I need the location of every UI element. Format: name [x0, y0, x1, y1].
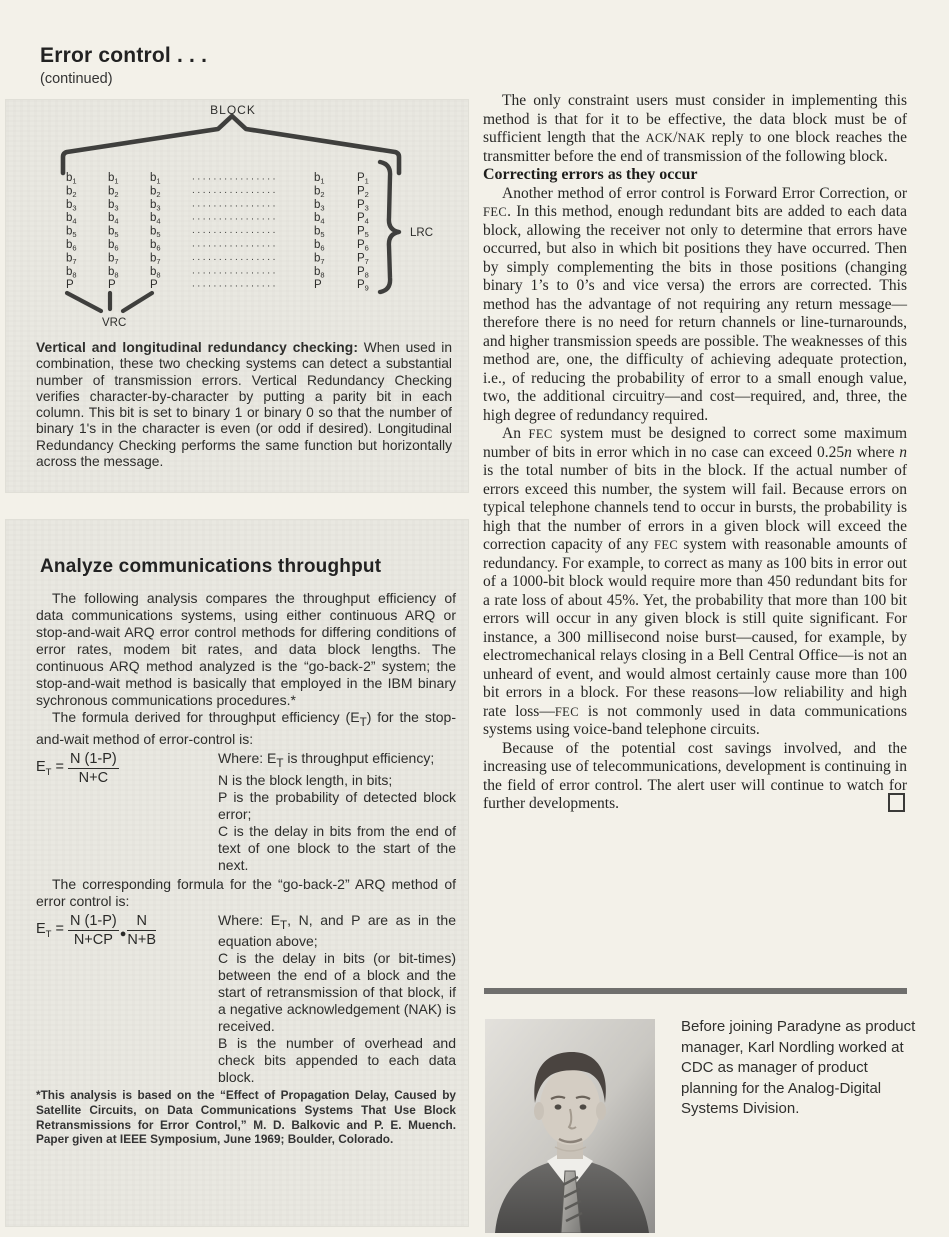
fraction-numerator: N (1-P) [70, 912, 117, 929]
diagram-dots-row: ................ [192, 171, 279, 183]
page-title: Error control . . . [40, 44, 208, 67]
diagram-dots-row: ................ [192, 251, 279, 263]
throughput-panel [6, 520, 468, 1226]
diagram-cell: $b_3$ [150, 198, 161, 213]
diagram-cell: $b_1$ [66, 172, 77, 186]
diagram-cell: P [150, 279, 158, 292]
diagram-cell: $P_4$ [357, 212, 369, 226]
bio-caption: Before joining Paradyne as product manager, Karl Nordling worked at CDC as manager of product planning for the Analog-Digital Systems Division. [681, 1018, 916, 1117]
go-back-2-equation [36, 912, 218, 948]
equation-equals: = [55, 920, 64, 937]
diagram-cell: $b_8$ [150, 265, 161, 280]
diagram-cell: $b_7$ [314, 252, 325, 266]
footnote: *This analysis is based on the “Effect of Propagation Delay, Caused by Satellite Circuits, on Data Communications Systems That Use Block Retransmissions for Error Control,” M. D. Balkovic and P. E. Muench. Paper given at IEEE Symposium, June 1969; Boulder, Colorado. [36, 1088, 456, 1147]
fraction [68, 751, 119, 786]
eye [555, 1104, 562, 1109]
go-back-2-definitions [218, 912, 456, 1087]
definition-line: C is the delay in bits (or bit-times) between the end of a block and the start of retransmission of that block, if a negative acknowledgement (NAK) is received. [218, 950, 456, 1035]
equation-equals: = [55, 758, 64, 775]
diagram-dots-row: ................ [192, 265, 279, 277]
diagram-cell: $b_4$ [314, 212, 325, 226]
diagram-cell: $b_3$ [314, 198, 325, 213]
diagram-cell: $b_4$ [150, 212, 161, 226]
stop-and-wait-definitions [218, 750, 456, 874]
diagram-cell: $b_7$ [66, 252, 77, 266]
diagram-cell: $b_2$ [150, 185, 161, 199]
eye [580, 1104, 587, 1109]
article-column [483, 92, 907, 814]
definition-line: P is the probability of detected block error; [218, 788, 456, 822]
diagram-cell: $b_2$ [108, 185, 119, 199]
diagram-cell: $b_2$ [314, 185, 325, 199]
block-brace [63, 116, 399, 173]
diagram-dots-row: ................ [192, 225, 279, 237]
diagram-caption [36, 340, 452, 470]
diagram-caption-body: When used in combination, these two checking systems can detect a substantial number of transmission errors. Vertical Redundancy Checking verifies character-by-character by putting a parity bit in each column. This bit is set to binary 1 or binary 0 so that the number of binary 1's in the character is even (or odd if desired). Longitudinal Redundancy Checking performs the same function but horizontally across the message. [36, 340, 453, 470]
fraction-denominator: N+CP [73, 931, 113, 948]
diagram-cell: $P_9$ [357, 279, 369, 293]
diagram-cell: $b_6$ [150, 239, 161, 253]
diagram-cell: $b_6$ [108, 239, 119, 253]
section-divider-rule [484, 988, 907, 994]
portrait-photo-svg [485, 1019, 655, 1233]
multiplication-dot: ● [119, 927, 127, 940]
article-para-1: The only constraint users must consider in implementing this method is that for it to be effective, the data block must be of sufficient length that the ACK/NAK reply to one block reaches the transmitter before the end of transmission of the following block. [483, 92, 907, 165]
end-of-article-mark [888, 793, 905, 812]
diagram-dots-row: ................ [192, 278, 279, 290]
diagram-cell: $b_2$ [66, 185, 77, 199]
go-back-2-formula [36, 912, 456, 1087]
fraction [127, 913, 156, 948]
fraction-denominator: N+C [78, 769, 109, 786]
stop-and-wait-formula [36, 750, 456, 874]
diagram-cell: $b_1$ [314, 172, 325, 186]
diagram-cell: P [314, 279, 322, 292]
fraction-denominator: N+B [127, 931, 157, 948]
article-para-3: An FEC system must be designed to correct some maximum number of bits in error which in no case can exceed 0.25n where n is the total number of bits in the block. If the actual number of errors exceed this number, the system will fail. Because errors on typical telephone channels tend to occur in bursts, the probability is high that the number of errors in a given block will exceed the correction capacity of any FEC system with reasonable amounts of redundancy. For example, to correct as many as 100 bits in error out of a 1000-bit block would require more than 450 redundant bits for a rate loss of about 45%. Yet, the probability that more than 100 bit errors will occur in any given block is still quite significant. For instance, a 300 millisecond noise burst—caused, for example, by electromechanical relays closing in a Bell Central Office—is not an unheard of event, and would almost certainly cause more than 100 bit errors in a block. For these reasons—low reliability and high rate loss—FEC is not commonly used in data communications systems using voice-band telephone circuits. [483, 425, 907, 738]
diagram-cell: $P_6$ [357, 239, 369, 253]
definition-line: C is the delay in bits from the end of text of one block to the start of the next. [218, 822, 456, 873]
definition-line: Where: $E_T$ is throughput efficiency; [218, 749, 435, 770]
lrc-label: LRC [410, 227, 434, 239]
fraction-numerator: N (1-P) [70, 750, 117, 767]
diagram-cell: $P_7$ [357, 252, 369, 266]
stop-and-wait-equation [36, 750, 218, 786]
fraction-numerator: N [127, 913, 156, 931]
throughput-heading: Analyze communications throughput [40, 556, 382, 577]
diagram-cell: $P_2$ [357, 185, 369, 199]
diagram-cell: $b_7$ [108, 252, 119, 266]
diagram-dots-row: ................ [192, 184, 279, 196]
diagram-cell: $P_8$ [357, 265, 369, 280]
diagram-cell: $b_6$ [314, 239, 325, 253]
vrc-label: VRC [102, 317, 127, 329]
diagram-cell: $b_4$ [66, 212, 77, 226]
vrc-pointer-left [67, 293, 101, 311]
diagram-cell: $b_3$ [66, 198, 77, 213]
karl-nordling-portrait-photo [485, 1019, 655, 1233]
diagram-dots-row: ................ [192, 238, 279, 250]
lrc-brace [380, 162, 399, 292]
diagram-cell: P [108, 279, 116, 292]
diagram-cell: $b_7$ [150, 252, 161, 266]
throughput-para-2: The formula derived for throughput efficiency $(E_T)$ for the stop-and-wait method of error-control is: [36, 709, 456, 747]
diagram-cell: P [66, 279, 74, 292]
diagram-cell: $b_8$ [314, 265, 325, 280]
diagram-cell: $b_8$ [66, 265, 77, 280]
diagram-cell: $b_5$ [314, 225, 325, 240]
section-heading-correcting-errors: Correcting errors as they occur [483, 166, 698, 183]
diagram-cell: $b_8$ [108, 265, 119, 280]
diagram-dots-row: ................ [192, 211, 279, 223]
definition-line: N is the block length, in bits; [218, 771, 393, 788]
vrc-lrc-diagram-panel [6, 100, 468, 492]
definition-line: B is the number of overhead and check bits appended to each data block. [218, 1035, 456, 1086]
diagram-cell: $b_5$ [66, 225, 77, 240]
article-para-4: Because of the potential cost savings involved, and the increasing use of telecommunications, development is continuing in the field of error control. The alert user will continue to watch for further developments. [483, 739, 907, 812]
vrc-pointer-right [123, 293, 152, 311]
block-diagram-svg [6, 100, 468, 340]
fraction [68, 913, 119, 948]
diagram-dots-row: ................ [192, 198, 279, 210]
vrc-lrc-diagram [6, 100, 468, 340]
diagram-cell: $P_3$ [357, 198, 369, 213]
diagram-cell: $b_1$ [150, 172, 161, 186]
ear [596, 1102, 606, 1120]
diagram-cell: $b_4$ [108, 212, 119, 226]
diagram-cell: $b_3$ [108, 198, 119, 213]
diagram-caption-lead: Vertical and longitudinal redundancy checking: [36, 340, 359, 355]
page-subtitle: (continued) [40, 71, 113, 87]
equation-lhs: $E_T$ [36, 758, 52, 778]
diagram-cell: $b_5$ [150, 225, 161, 240]
diagram-cell: $b_6$ [66, 239, 77, 253]
diagram-cell: $P_1$ [357, 172, 369, 186]
diagram-cell: $b_1$ [108, 172, 119, 186]
article-para-2: Another method of error control is Forward Error Correction, or FEC. In this method, enough redundant bits are added to each data block, allowing the receiver not only to determine that errors have occurred, but also in which bit positions they have occurred. Then by simply complementing the bits in those positions (changing binary 1’s to 0’s and vice versa) the errors are corrected. This method has the advantage of not requiring any return message—therefore there is no need for return channels or line-turnarounds, and higher transmission speeds are possible. The weaknesses of this method are, one, the difficulty of achieving adequate protection, i.e., of reducing the probability of error to a small enough value, two, the additional circuitry—and cost—required, and, three, the high degree of redundancy required. [483, 184, 907, 424]
equation-lhs: $E_T$ [36, 920, 52, 940]
face [540, 1069, 600, 1145]
diagram-cell: $b_5$ [108, 225, 119, 240]
diagram-cell: $P_5$ [357, 225, 369, 240]
throughput-para-3: The corresponding formula for the “go-back-2” ARQ method of error control is: [36, 875, 456, 909]
throughput-para-1: The following analysis compares the throughput efficiency of data communications systems, using either continuous ARQ or stop-and-wait ARQ error control methods for differing conditions of error rates, modem bit rates, and data block lengths. The continuous ARQ method analyzed is the “go-back-2” system; the stop-and-wait method is basically that employed in the IBM binary sychronous communications procedures.* [36, 590, 456, 708]
ear [534, 1102, 544, 1120]
block-label: BLOCK [210, 103, 256, 117]
definition-line: Where: $E_T$, N, and P are as in the equation above; [218, 911, 456, 950]
